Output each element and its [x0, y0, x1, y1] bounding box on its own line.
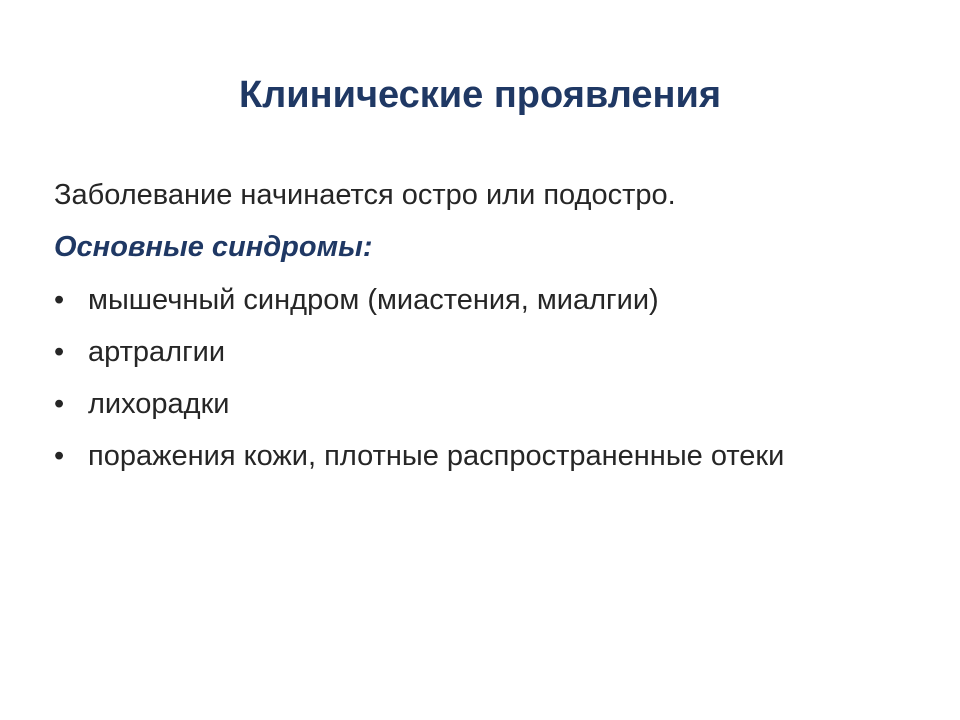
list-item — [54, 382, 854, 426]
slide-title: Клинические проявления — [238, 74, 722, 116]
list-item — [54, 330, 854, 374]
list-item-text: поражения кожи, плотные распространенные отеки — [88, 440, 785, 472]
list-item — [54, 278, 854, 322]
list-item-text: мышечный синдром (миастения, миалгии) — [88, 284, 659, 316]
bullet-icon: • — [54, 440, 65, 472]
bullet-icon: • — [54, 388, 65, 420]
list-item — [54, 434, 854, 478]
slide-body — [54, 172, 854, 486]
syndromes-heading: Основные синдромы: — [54, 231, 373, 263]
intro-text: Заболевание начинается остро или подостро. — [54, 179, 676, 211]
bullet-icon: • — [54, 284, 65, 316]
list-item-text: лихорадки — [88, 388, 230, 420]
syndromes-list — [54, 278, 854, 478]
bullet-icon: • — [54, 336, 65, 368]
list-item-text: артралгии — [88, 336, 226, 368]
